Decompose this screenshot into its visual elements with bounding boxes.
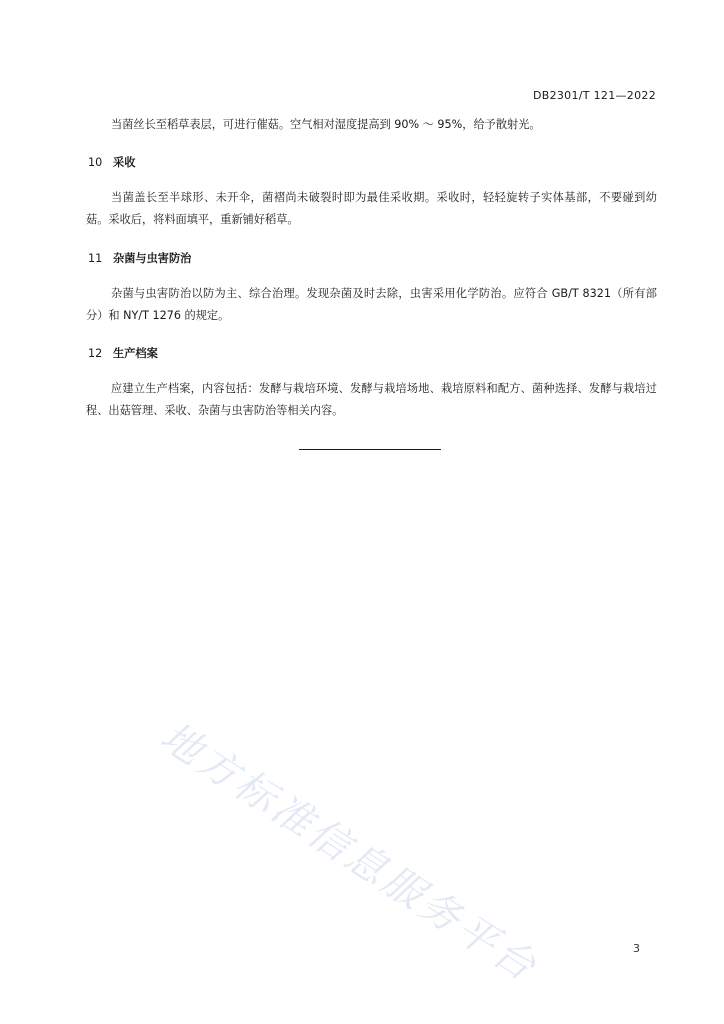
page-number: 3 — [633, 942, 640, 955]
section-heading-10 — [88, 154, 135, 170]
section-paragraph-11: 杂菌与虫害防治以防为主、综合治理。发现杂菌及时去除，虫害采用化学防治。应符合 GB/T 8321（所有部分）和 NY/T 1276 的规定。 — [86, 287, 657, 322]
intro-paragraph: 当菌丝长至稻草表层，可进行催菇。空气相对湿度提高到 90% ～ 95%，给予散射光。 — [111, 118, 541, 131]
section-heading-11 — [88, 250, 191, 266]
section-heading-12 — [88, 345, 158, 361]
watermark: 地方标准信息服务平台 — [152, 713, 547, 992]
section-paragraph-10: 当菌盖长至半球形、未开伞，菌褶尚未破裂时即为最佳采收期。采收时，轻轻旋转子实体基部，不要碰到幼菇。采收后，将料面填平，重新铺好稻草。 — [86, 191, 657, 226]
section-number: 10 — [88, 156, 103, 169]
section-number: 12 — [88, 347, 103, 360]
section-paragraph-12: 应建立生产档案，内容包括：发酵与栽培环境、发酵与栽培场地、栽培原料和配方、菌种选择、发酵与栽培过程、出菇管理、采收、杂菌与虫害防治等相关内容。 — [86, 382, 657, 417]
section-title: 采收 — [113, 156, 136, 169]
section-number: 11 — [88, 252, 103, 265]
end-of-document-rule — [299, 449, 441, 450]
document-code: DB2301/T 121—2022 — [532, 89, 656, 102]
section-title: 杂菌与虫害防治 — [113, 252, 192, 265]
section-title: 生产档案 — [113, 347, 158, 360]
